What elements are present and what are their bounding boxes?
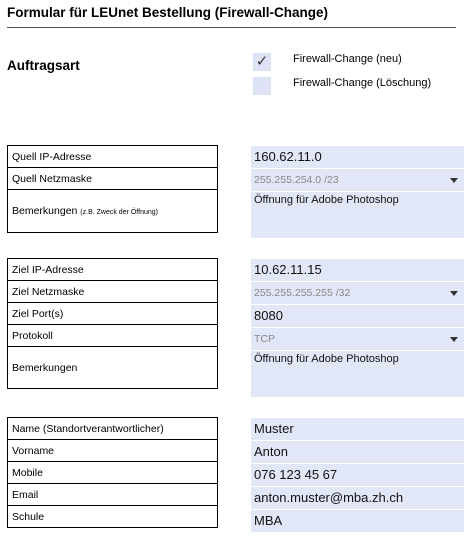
email-label: Email	[8, 484, 218, 506]
kontakt-label-table	[7, 417, 218, 528]
chevron-down-icon	[450, 178, 458, 183]
ziel-label-table	[7, 258, 218, 389]
quell-netzmaske-select[interactable]	[251, 169, 464, 191]
ziel-port-field[interactable]: 8080	[251, 305, 464, 327]
mobile-field[interactable]: 076 123 45 67	[251, 464, 464, 486]
option-label-neu: Firewall-Change (neu)	[293, 53, 402, 65]
chevron-down-icon	[450, 291, 458, 296]
ziel-bemerkungen-label: Bemerkungen	[8, 347, 218, 389]
ziel-ip-field[interactable]: 10.62.11.15	[251, 259, 464, 281]
ziel-ip-label: Ziel IP-Adresse	[8, 259, 218, 281]
quell-bemerkungen-label: Bemerkungen	[12, 205, 78, 217]
option-label-loeschung: Firewall-Change (Löschung)	[293, 77, 432, 89]
ziel-netzmaske-select[interactable]	[251, 282, 464, 304]
name-label: Name (Standortverantwortlicher)	[8, 418, 218, 440]
vorname-label: Vorname	[8, 440, 218, 462]
ziel-netzmaske-label: Ziel Netzmaske	[8, 281, 218, 303]
quell-netzmaske-label: Quell Netzmaske	[8, 168, 218, 190]
ziel-port-label: Ziel Port(s)	[8, 303, 218, 325]
vorname-field[interactable]: Anton	[251, 441, 464, 463]
quell-ip-field[interactable]: 160.62.11.0	[251, 146, 464, 168]
chevron-down-icon	[450, 337, 458, 342]
title-divider	[7, 27, 456, 28]
ziel-netzmaske-value: 255.255.255.255 /32	[254, 287, 351, 299]
name-field[interactable]: Muster	[251, 418, 464, 440]
ziel-bemerkungen-field[interactable]: Öffnung für Adobe Photoshop	[251, 351, 464, 397]
form-title: Formular für LEUnet Bestellung (Firewall-Change)	[7, 5, 329, 20]
checkbox-firewall-change-neu[interactable]: ✓	[253, 53, 271, 71]
schule-field[interactable]: MBA	[251, 510, 464, 532]
protokoll-value: TCP	[254, 333, 275, 345]
quell-bemerkungen-field[interactable]: Öffnung für Adobe Photoshop	[251, 192, 464, 238]
protokoll-select[interactable]	[251, 328, 464, 350]
mobile-label: Mobile	[8, 462, 218, 484]
checkbox-firewall-change-loeschung[interactable]	[253, 77, 271, 95]
quell-netzmaske-value: 255.255.254.0 /23	[254, 174, 339, 186]
quell-ip-label: Quell IP-Adresse	[8, 146, 218, 168]
protokoll-label: Protokoll	[8, 325, 218, 347]
schule-label: Schule	[8, 506, 218, 528]
email-field[interactable]: anton.muster@mba.zh.ch	[251, 487, 464, 509]
quell-bemerkungen-hint: (z.B. Zweck der Öffnung)	[80, 209, 158, 216]
quell-bemerkungen-cell	[8, 190, 218, 233]
auftragsart-label: Auftragsart	[7, 58, 80, 73]
quelle-label-table	[7, 145, 218, 233]
